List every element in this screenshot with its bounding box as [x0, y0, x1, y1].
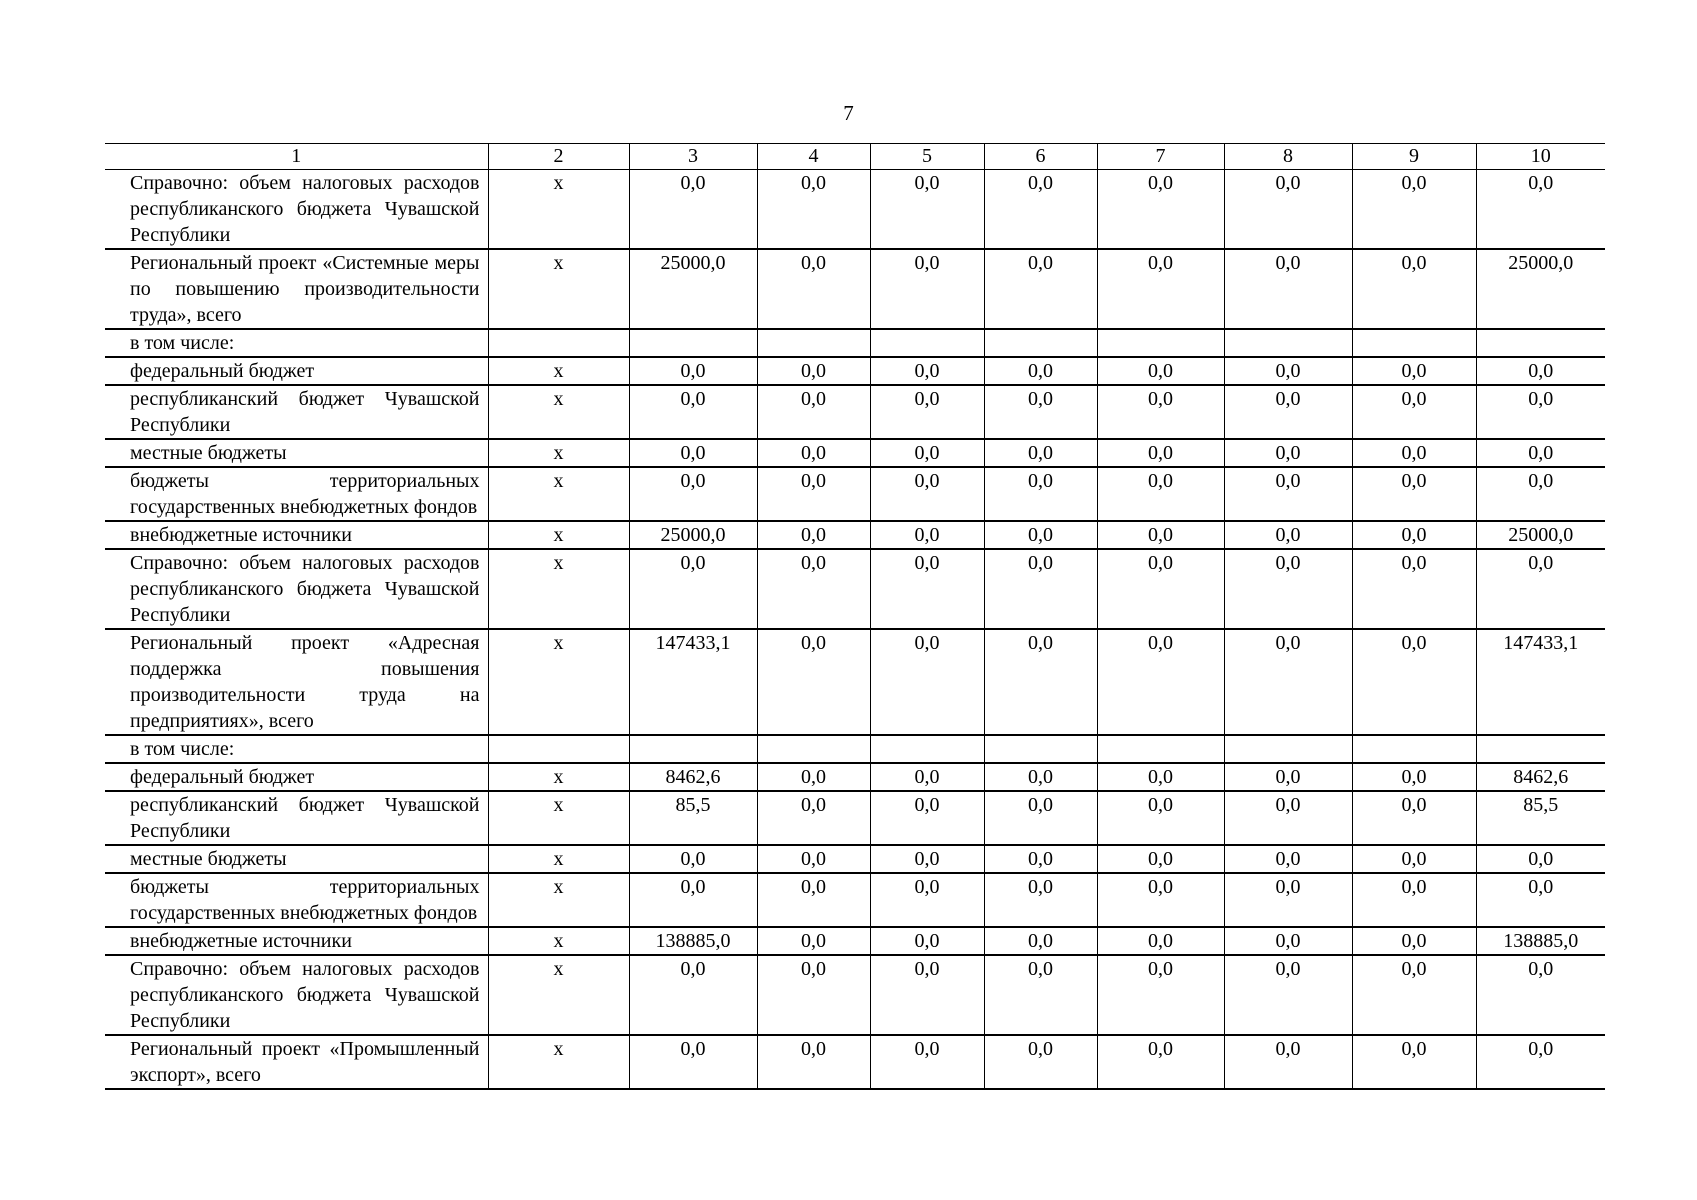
- table-cell: 0,0: [1097, 385, 1224, 439]
- table-row: [105, 249, 1605, 329]
- table-cell: 0,0: [1352, 249, 1476, 329]
- table-cell: 0,0: [1352, 873, 1476, 927]
- column-number: 6: [984, 144, 1097, 170]
- table-cell: 0,0: [1352, 791, 1476, 845]
- table-row: [105, 357, 1605, 385]
- table-cell: 0,0: [870, 170, 984, 250]
- table-row: [105, 955, 1605, 1035]
- table-cell: 0,0: [1476, 439, 1605, 467]
- table-cell: x: [488, 521, 629, 549]
- table-cell: 0,0: [1352, 467, 1476, 521]
- table-cell: 0,0: [757, 521, 870, 549]
- table-cell: [984, 329, 1097, 357]
- table-cell: 0,0: [757, 170, 870, 250]
- table-cell: 0,0: [757, 1035, 870, 1089]
- table-cell: 0,0: [757, 357, 870, 385]
- table-cell: 0,0: [1224, 521, 1352, 549]
- table-cell: x: [488, 170, 629, 250]
- table-cell: 0,0: [870, 467, 984, 521]
- table-cell: [1097, 329, 1224, 357]
- table-cell: 0,0: [1224, 629, 1352, 735]
- table-cell: 8462,6: [1476, 763, 1605, 791]
- row-label: Региональный проект «Адресная поддержка повышения производительности труда на предприятиях», всего: [105, 629, 488, 735]
- table-cell: 0,0: [757, 385, 870, 439]
- table-cell: 0,0: [984, 763, 1097, 791]
- table-cell: 0,0: [1224, 549, 1352, 629]
- table-cell: [1352, 329, 1476, 357]
- table-cell: 0,0: [870, 763, 984, 791]
- table-cell: 0,0: [1224, 385, 1352, 439]
- header-row: [105, 144, 1605, 170]
- budget-table: [105, 143, 1605, 1090]
- table-cell: 0,0: [629, 467, 757, 521]
- table-cell: 0,0: [1476, 357, 1605, 385]
- row-label: бюджеты территориальных государственных внебюджетных фондов: [105, 873, 488, 927]
- table-cell: 0,0: [1097, 763, 1224, 791]
- table-cell: 0,0: [757, 845, 870, 873]
- table-cell: 85,5: [1476, 791, 1605, 845]
- table-cell: [1352, 735, 1476, 763]
- row-label: федеральный бюджет: [105, 357, 488, 385]
- column-number: 5: [870, 144, 984, 170]
- table-cell: 0,0: [757, 791, 870, 845]
- table-cell: 0,0: [1097, 170, 1224, 250]
- table-cell: x: [488, 467, 629, 521]
- table-row: [105, 1035, 1605, 1089]
- table-cell: 25000,0: [1476, 521, 1605, 549]
- table-cell: 0,0: [870, 845, 984, 873]
- table-cell: x: [488, 385, 629, 439]
- table-cell: x: [488, 845, 629, 873]
- table-cell: 0,0: [1352, 549, 1476, 629]
- table-cell: 0,0: [1476, 385, 1605, 439]
- table-cell: [1476, 735, 1605, 763]
- table-cell: 0,0: [1224, 439, 1352, 467]
- table-row: [105, 439, 1605, 467]
- table-row: [105, 549, 1605, 629]
- table-cell: 0,0: [1224, 955, 1352, 1035]
- table-row: [105, 521, 1605, 549]
- row-label: в том числе:: [105, 329, 488, 357]
- table-row: [105, 385, 1605, 439]
- table-cell: 0,0: [870, 385, 984, 439]
- table-cell: 0,0: [984, 385, 1097, 439]
- table-cell: 0,0: [1352, 170, 1476, 250]
- column-number: 3: [629, 144, 757, 170]
- table-cell: 0,0: [629, 549, 757, 629]
- table-header: [105, 144, 1605, 170]
- table-cell: 0,0: [984, 439, 1097, 467]
- row-label: федеральный бюджет: [105, 763, 488, 791]
- table-cell: 0,0: [984, 845, 1097, 873]
- table-cell: 138885,0: [629, 927, 757, 955]
- table-cell: 8462,6: [629, 763, 757, 791]
- table-cell: [1224, 735, 1352, 763]
- table-cell: x: [488, 955, 629, 1035]
- table-cell: 0,0: [1097, 955, 1224, 1035]
- table-cell: 0,0: [629, 385, 757, 439]
- table-cell: x: [488, 1035, 629, 1089]
- table-cell: 0,0: [757, 439, 870, 467]
- table-body: [105, 170, 1605, 1090]
- row-label: Справочно: объем налоговых расходов республиканского бюджета Чувашской Республики: [105, 549, 488, 629]
- table-cell: 0,0: [870, 357, 984, 385]
- table-cell: 0,0: [984, 549, 1097, 629]
- table-cell: 0,0: [1224, 170, 1352, 250]
- table-cell: 0,0: [1224, 791, 1352, 845]
- table-cell: 0,0: [870, 1035, 984, 1089]
- table-cell: 0,0: [984, 249, 1097, 329]
- table-cell: 85,5: [629, 791, 757, 845]
- column-number: 2: [488, 144, 629, 170]
- table-cell: 0,0: [1352, 927, 1476, 955]
- table-cell: 25000,0: [1476, 249, 1605, 329]
- table-cell: [629, 329, 757, 357]
- table-cell: 0,0: [1352, 955, 1476, 1035]
- table-cell: [1097, 735, 1224, 763]
- table-cell: 0,0: [1097, 1035, 1224, 1089]
- table-cell: 0,0: [984, 791, 1097, 845]
- table-cell: 0,0: [1352, 763, 1476, 791]
- table-cell: 0,0: [1352, 845, 1476, 873]
- table-row: [105, 845, 1605, 873]
- row-label: внебюджетные источники: [105, 521, 488, 549]
- table-cell: x: [488, 629, 629, 735]
- table-cell: 0,0: [1224, 249, 1352, 329]
- table-cell: 0,0: [757, 629, 870, 735]
- table-cell: 0,0: [1224, 467, 1352, 521]
- table-cell: 0,0: [984, 873, 1097, 927]
- table-cell: [488, 329, 629, 357]
- table-cell: [984, 735, 1097, 763]
- table-cell: 138885,0: [1476, 927, 1605, 955]
- table-cell: 0,0: [1097, 629, 1224, 735]
- table-cell: 0,0: [1352, 439, 1476, 467]
- table-cell: x: [488, 439, 629, 467]
- table-cell: [757, 329, 870, 357]
- table-cell: 0,0: [757, 873, 870, 927]
- table-cell: 0,0: [757, 927, 870, 955]
- table-cell: x: [488, 873, 629, 927]
- table-cell: 0,0: [1097, 467, 1224, 521]
- table-cell: 25000,0: [629, 521, 757, 549]
- table-cell: 0,0: [629, 955, 757, 1035]
- table-cell: 0,0: [1352, 385, 1476, 439]
- table-cell: 0,0: [1224, 845, 1352, 873]
- row-label: бюджеты территориальных государственных внебюджетных фондов: [105, 467, 488, 521]
- table-cell: 0,0: [1097, 249, 1224, 329]
- table-cell: 0,0: [629, 873, 757, 927]
- table-cell: 0,0: [629, 357, 757, 385]
- table-cell: 0,0: [757, 467, 870, 521]
- table-cell: 0,0: [1097, 357, 1224, 385]
- table-cell: 0,0: [1097, 549, 1224, 629]
- table-cell: 0,0: [1097, 521, 1224, 549]
- table-cell: 0,0: [1352, 629, 1476, 735]
- table-row: [105, 735, 1605, 763]
- row-label: Справочно: объем налоговых расходов республиканского бюджета Чувашской Республики: [105, 955, 488, 1035]
- table-cell: 0,0: [1476, 1035, 1605, 1089]
- table-cell: 0,0: [629, 845, 757, 873]
- table-cell: 0,0: [1476, 873, 1605, 927]
- table-cell: 0,0: [870, 439, 984, 467]
- table-cell: 0,0: [1097, 927, 1224, 955]
- row-label: республиканский бюджет Чувашской Республики: [105, 385, 488, 439]
- column-number: 1: [105, 144, 488, 170]
- table-cell: 0,0: [1224, 763, 1352, 791]
- table-cell: 0,0: [1476, 467, 1605, 521]
- table-cell: 0,0: [870, 521, 984, 549]
- table-cell: 0,0: [984, 357, 1097, 385]
- table-cell: 0,0: [1476, 955, 1605, 1035]
- page-number: 7: [843, 101, 854, 125]
- table-cell: 0,0: [984, 955, 1097, 1035]
- table-cell: 0,0: [1224, 927, 1352, 955]
- table-cell: 0,0: [870, 549, 984, 629]
- table-cell: [757, 735, 870, 763]
- row-label: Справочно: объем налоговых расходов республиканского бюджета Чувашской Республики: [105, 170, 488, 250]
- table-cell: 0,0: [1224, 873, 1352, 927]
- table-row: [105, 763, 1605, 791]
- table-cell: 0,0: [984, 927, 1097, 955]
- table-cell: 0,0: [1476, 549, 1605, 629]
- table-cell: 0,0: [984, 521, 1097, 549]
- column-number: 9: [1352, 144, 1476, 170]
- table-cell: 0,0: [629, 170, 757, 250]
- table-cell: x: [488, 357, 629, 385]
- column-number: 4: [757, 144, 870, 170]
- table-cell: 0,0: [984, 629, 1097, 735]
- table-cell: 0,0: [629, 1035, 757, 1089]
- table-cell: 0,0: [757, 249, 870, 329]
- table-cell: [629, 735, 757, 763]
- table-cell: 0,0: [870, 955, 984, 1035]
- table-cell: 0,0: [629, 439, 757, 467]
- table-cell: x: [488, 249, 629, 329]
- row-label: местные бюджеты: [105, 439, 488, 467]
- table-cell: 0,0: [1097, 873, 1224, 927]
- table-cell: 0,0: [1352, 357, 1476, 385]
- table-row: [105, 170, 1605, 250]
- table-row: [105, 329, 1605, 357]
- table-cell: x: [488, 549, 629, 629]
- table-cell: 25000,0: [629, 249, 757, 329]
- table-cell: 147433,1: [1476, 629, 1605, 735]
- table-cell: 0,0: [1352, 521, 1476, 549]
- table-cell: [1476, 329, 1605, 357]
- row-label: Региональный проект «Системные меры по повышению производительности труда», всего: [105, 249, 488, 329]
- table-cell: 0,0: [870, 629, 984, 735]
- row-label: Региональный проект «Промышленный экспорт», всего: [105, 1035, 488, 1089]
- table-cell: 0,0: [757, 763, 870, 791]
- table-cell: 0,0: [984, 170, 1097, 250]
- table-cell: 147433,1: [629, 629, 757, 735]
- column-number: 8: [1224, 144, 1352, 170]
- table-cell: [870, 329, 984, 357]
- row-label: республиканский бюджет Чувашской Республики: [105, 791, 488, 845]
- table-cell: 0,0: [1476, 845, 1605, 873]
- table-row: [105, 629, 1605, 735]
- table-cell: 0,0: [1097, 439, 1224, 467]
- table-cell: 0,0: [1352, 1035, 1476, 1089]
- column-number: 7: [1097, 144, 1224, 170]
- table-cell: [488, 735, 629, 763]
- table-cell: x: [488, 763, 629, 791]
- table-cell: 0,0: [984, 467, 1097, 521]
- column-number: 10: [1476, 144, 1605, 170]
- table-cell: 0,0: [870, 873, 984, 927]
- table-cell: 0,0: [757, 955, 870, 1035]
- table-cell: 0,0: [870, 791, 984, 845]
- table-cell: 0,0: [984, 1035, 1097, 1089]
- table-row: [105, 873, 1605, 927]
- table-cell: x: [488, 927, 629, 955]
- table-row: [105, 791, 1605, 845]
- table-cell: 0,0: [870, 927, 984, 955]
- row-label: в том числе:: [105, 735, 488, 763]
- table-cell: 0,0: [870, 249, 984, 329]
- table-cell: 0,0: [757, 549, 870, 629]
- table-cell: 0,0: [1476, 170, 1605, 250]
- table-cell: 0,0: [1224, 357, 1352, 385]
- table-cell: 0,0: [1097, 791, 1224, 845]
- table-row: [105, 467, 1605, 521]
- row-label: местные бюджеты: [105, 845, 488, 873]
- table-cell: [1224, 329, 1352, 357]
- table-cell: 0,0: [1097, 845, 1224, 873]
- row-label: внебюджетные источники: [105, 927, 488, 955]
- table-cell: x: [488, 791, 629, 845]
- table-cell: [870, 735, 984, 763]
- table-row: [105, 927, 1605, 955]
- table-cell: 0,0: [1224, 1035, 1352, 1089]
